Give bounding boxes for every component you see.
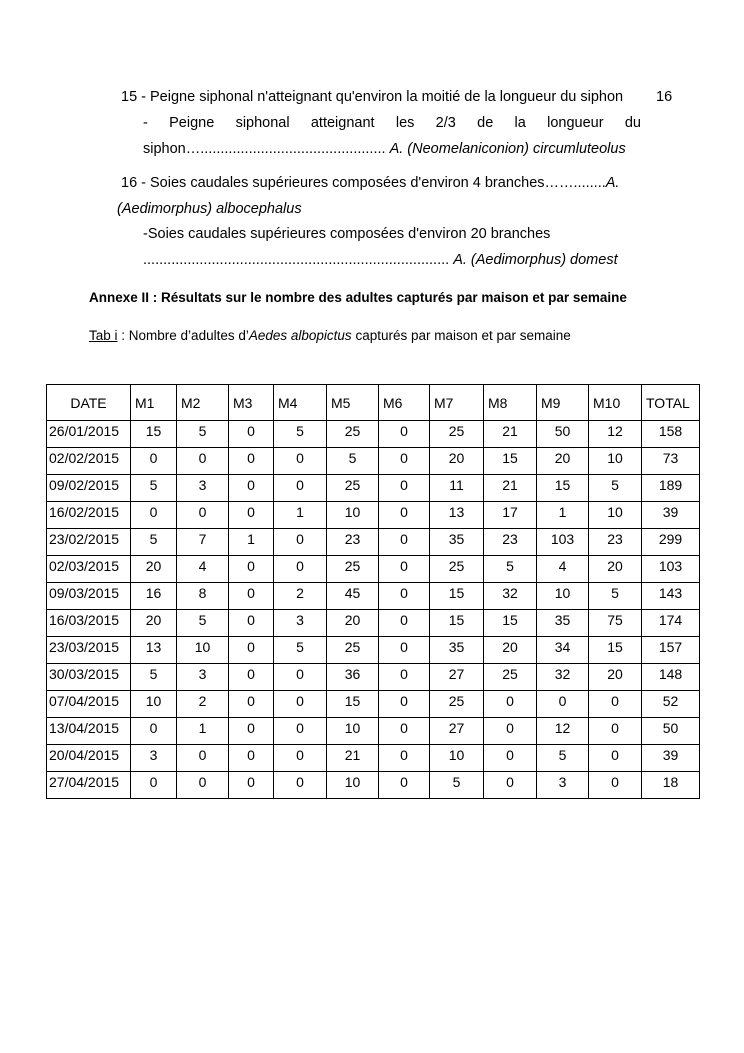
- date-cell: 16/03/2015: [47, 610, 131, 637]
- total-cell: 158: [642, 421, 700, 448]
- count-cell: 0: [484, 718, 537, 745]
- column-header: M4: [274, 385, 327, 421]
- date-cell: 23/03/2015: [47, 637, 131, 664]
- count-cell: 0: [131, 772, 177, 799]
- count-cell: 0: [379, 745, 430, 772]
- count-cell: 0: [274, 448, 327, 475]
- column-header: TOTAL: [642, 385, 700, 421]
- count-cell: 12: [537, 718, 589, 745]
- count-cell: 10: [131, 691, 177, 718]
- count-cell: 45: [327, 583, 379, 610]
- date-cell: 13/04/2015: [47, 718, 131, 745]
- count-cell: 0: [274, 718, 327, 745]
- count-cell: 13: [430, 502, 484, 529]
- annex-title: Annexe II : Résultats sur le nombre des adultes capturés par maison et par semaine: [89, 290, 627, 305]
- column-header: M5: [327, 385, 379, 421]
- count-cell: 0: [379, 529, 430, 556]
- key-item-15: 15 - Peigne siphonal n'atteignant qu'environ la moitié de la longueur du siphon: [121, 89, 624, 105]
- count-cell: 20: [131, 556, 177, 583]
- count-cell: 25: [430, 691, 484, 718]
- key-item-16-line1: 16 - Soies caudales supérieures composées d'environ 4 branches……........A.: [121, 175, 620, 191]
- table-row: [47, 502, 700, 529]
- column-header: M2: [177, 385, 229, 421]
- date-cell: 23/02/2015: [47, 529, 131, 556]
- count-cell: 0: [229, 448, 274, 475]
- count-cell: 1: [274, 502, 327, 529]
- table-row: [47, 718, 700, 745]
- date-cell: 16/02/2015: [47, 502, 131, 529]
- count-cell: 5: [177, 421, 229, 448]
- count-cell: 5: [327, 448, 379, 475]
- key-word: la: [514, 115, 526, 131]
- key-word: les: [395, 115, 415, 131]
- key-item-15b-line2: siphon….............................................. A. (Neomelaniconion) circumluteolus: [143, 141, 626, 157]
- table-header-row: [47, 385, 700, 421]
- count-cell: 4: [537, 556, 589, 583]
- column-header: M1: [131, 385, 177, 421]
- count-cell: 5: [274, 637, 327, 664]
- count-cell: 7: [177, 529, 229, 556]
- total-cell: 50: [642, 718, 700, 745]
- date-cell: 09/02/2015: [47, 475, 131, 502]
- key-item-16b-line2: ............................................................................ A. (Aedimorphus) domest: [143, 252, 618, 268]
- count-cell: 5: [589, 475, 642, 502]
- count-cell: 0: [379, 502, 430, 529]
- key-word: de: [477, 115, 494, 131]
- count-cell: 5: [484, 556, 537, 583]
- table-row: [47, 772, 700, 799]
- count-cell: 25: [327, 556, 379, 583]
- count-cell: 0: [484, 745, 537, 772]
- count-cell: 75: [589, 610, 642, 637]
- count-cell: 0: [484, 691, 537, 718]
- table-row: [47, 448, 700, 475]
- count-cell: 0: [379, 475, 430, 502]
- count-cell: 20: [131, 610, 177, 637]
- count-cell: 103: [537, 529, 589, 556]
- count-cell: 0: [177, 502, 229, 529]
- count-cell: 3: [177, 664, 229, 691]
- count-cell: 0: [229, 637, 274, 664]
- count-cell: 23: [589, 529, 642, 556]
- count-cell: 0: [229, 583, 274, 610]
- date-cell: 20/04/2015: [47, 745, 131, 772]
- count-cell: 32: [537, 664, 589, 691]
- count-cell: 15: [430, 610, 484, 637]
- total-cell: 148: [642, 664, 700, 691]
- count-cell: 25: [327, 475, 379, 502]
- count-cell: 20: [589, 664, 642, 691]
- count-cell: 50: [537, 421, 589, 448]
- count-cell: 15: [484, 610, 537, 637]
- count-cell: 0: [229, 718, 274, 745]
- count-cell: 27: [430, 664, 484, 691]
- count-cell: 10: [589, 502, 642, 529]
- count-cell: 15: [430, 583, 484, 610]
- table-row: [47, 637, 700, 664]
- total-cell: 39: [642, 745, 700, 772]
- date-cell: 07/04/2015: [47, 691, 131, 718]
- count-cell: 20: [589, 556, 642, 583]
- count-cell: 10: [177, 637, 229, 664]
- count-cell: 10: [537, 583, 589, 610]
- table-row: [47, 556, 700, 583]
- count-cell: 1: [177, 718, 229, 745]
- table-caption: Tab i : Nombre d’adultes d’Aedes albopictus capturés par maison et par semaine: [89, 328, 571, 343]
- table-row: [47, 664, 700, 691]
- count-cell: 15: [537, 475, 589, 502]
- count-cell: 15: [484, 448, 537, 475]
- count-cell: 11: [430, 475, 484, 502]
- count-cell: 5: [131, 664, 177, 691]
- count-cell: 5: [177, 610, 229, 637]
- date-cell: 27/04/2015: [47, 772, 131, 799]
- count-cell: 3: [537, 772, 589, 799]
- count-cell: 10: [430, 745, 484, 772]
- count-cell: 16: [131, 583, 177, 610]
- count-cell: 0: [131, 718, 177, 745]
- count-cell: 0: [379, 583, 430, 610]
- count-cell: 15: [589, 637, 642, 664]
- count-cell: 0: [379, 556, 430, 583]
- count-cell: 3: [274, 610, 327, 637]
- count-cell: 0: [274, 772, 327, 799]
- count-cell: 0: [229, 421, 274, 448]
- key-word: Peigne: [169, 115, 215, 131]
- count-cell: 20: [327, 610, 379, 637]
- total-cell: 39: [642, 502, 700, 529]
- count-cell: 25: [327, 637, 379, 664]
- count-cell: 4: [177, 556, 229, 583]
- total-cell: 73: [642, 448, 700, 475]
- count-cell: 2: [274, 583, 327, 610]
- count-cell: 10: [327, 718, 379, 745]
- key-word: siphonal: [235, 115, 290, 131]
- count-cell: 3: [131, 745, 177, 772]
- count-cell: 0: [274, 664, 327, 691]
- count-cell: 13: [131, 637, 177, 664]
- count-cell: 0: [229, 745, 274, 772]
- count-cell: 0: [274, 475, 327, 502]
- column-header: M6: [379, 385, 430, 421]
- count-cell: 0: [589, 772, 642, 799]
- key-word: du: [624, 115, 641, 131]
- count-cell: 35: [537, 610, 589, 637]
- column-header: M3: [229, 385, 274, 421]
- table-row: [47, 583, 700, 610]
- count-cell: 5: [274, 421, 327, 448]
- count-cell: 0: [229, 502, 274, 529]
- table-row: [47, 529, 700, 556]
- count-cell: 0: [229, 664, 274, 691]
- date-cell: 30/03/2015: [47, 664, 131, 691]
- count-cell: 0: [484, 772, 537, 799]
- count-cell: 15: [131, 421, 177, 448]
- count-cell: 0: [177, 772, 229, 799]
- count-cell: 0: [589, 691, 642, 718]
- count-cell: 0: [537, 691, 589, 718]
- table-row: [47, 745, 700, 772]
- count-cell: 5: [589, 583, 642, 610]
- count-cell: 0: [589, 718, 642, 745]
- total-cell: 189: [642, 475, 700, 502]
- count-cell: 5: [131, 529, 177, 556]
- count-cell: 25: [430, 421, 484, 448]
- count-cell: 10: [589, 448, 642, 475]
- table-row: [47, 610, 700, 637]
- count-cell: 5: [430, 772, 484, 799]
- total-cell: 18: [642, 772, 700, 799]
- table-row: [47, 475, 700, 502]
- column-header: M8: [484, 385, 537, 421]
- count-cell: 34: [537, 637, 589, 664]
- count-cell: 1: [537, 502, 589, 529]
- date-cell: 02/02/2015: [47, 448, 131, 475]
- count-cell: 10: [327, 502, 379, 529]
- count-cell: 25: [327, 421, 379, 448]
- key-word: -: [143, 115, 148, 131]
- count-cell: 20: [430, 448, 484, 475]
- count-cell: 10: [327, 772, 379, 799]
- count-cell: 27: [430, 718, 484, 745]
- count-cell: 1: [229, 529, 274, 556]
- count-cell: 21: [484, 421, 537, 448]
- column-header: DATE: [47, 385, 131, 421]
- key-item-16-line2: [117, 201, 302, 217]
- key-word: 2/3: [435, 115, 456, 131]
- count-cell: 2: [177, 691, 229, 718]
- count-cell: 32: [484, 583, 537, 610]
- date-cell: 02/03/2015: [47, 556, 131, 583]
- count-cell: 21: [327, 745, 379, 772]
- count-cell: 8: [177, 583, 229, 610]
- date-cell: 09/03/2015: [47, 583, 131, 610]
- count-cell: 0: [131, 502, 177, 529]
- count-cell: 0: [274, 745, 327, 772]
- column-header: M7: [430, 385, 484, 421]
- date-cell: 26/01/2015: [47, 421, 131, 448]
- count-cell: 0: [229, 772, 274, 799]
- count-cell: 20: [484, 637, 537, 664]
- table-row: [47, 421, 700, 448]
- capture-table: [46, 384, 700, 799]
- count-cell: 25: [430, 556, 484, 583]
- species-name: A. (Neomelaniconion) circumluteolus: [389, 141, 626, 157]
- count-cell: 21: [484, 475, 537, 502]
- count-cell: 0: [379, 664, 430, 691]
- count-cell: 35: [430, 529, 484, 556]
- species-name: A.: [605, 175, 620, 191]
- count-cell: 0: [379, 772, 430, 799]
- count-cell: 0: [229, 475, 274, 502]
- total-cell: 52: [642, 691, 700, 718]
- total-cell: 103: [642, 556, 700, 583]
- count-cell: 0: [229, 610, 274, 637]
- count-cell: 0: [379, 718, 430, 745]
- species-name: A. (Aedimorphus) domest: [453, 252, 618, 268]
- key-word: atteignant: [310, 115, 375, 131]
- key-item-16b-line1: -Soies caudales supérieures composées d'environ 20 branches: [143, 226, 551, 242]
- total-cell: 299: [642, 529, 700, 556]
- count-cell: 20: [537, 448, 589, 475]
- count-cell: 0: [379, 637, 430, 664]
- count-cell: 0: [131, 448, 177, 475]
- count-cell: 5: [537, 745, 589, 772]
- count-cell: 0: [274, 556, 327, 583]
- key-item-15-ref: 16: [656, 89, 673, 105]
- count-cell: 0: [274, 529, 327, 556]
- count-cell: 35: [430, 637, 484, 664]
- count-cell: 0: [379, 691, 430, 718]
- count-cell: 0: [229, 556, 274, 583]
- total-cell: 174: [642, 610, 700, 637]
- count-cell: 23: [484, 529, 537, 556]
- species-name: Aedes albopictus: [248, 328, 352, 343]
- column-header: M9: [537, 385, 589, 421]
- count-cell: 25: [484, 664, 537, 691]
- table-label: Tab i: [89, 328, 118, 343]
- key-item-15b-line1: [143, 115, 641, 131]
- count-cell: 0: [177, 745, 229, 772]
- count-cell: 0: [229, 691, 274, 718]
- total-cell: 157: [642, 637, 700, 664]
- count-cell: 17: [484, 502, 537, 529]
- count-cell: 0: [274, 691, 327, 718]
- total-cell: 143: [642, 583, 700, 610]
- count-cell: 23: [327, 529, 379, 556]
- count-cell: 0: [379, 610, 430, 637]
- table-row: [47, 691, 700, 718]
- count-cell: 0: [589, 745, 642, 772]
- count-cell: 0: [379, 448, 430, 475]
- count-cell: 0: [379, 421, 430, 448]
- count-cell: 15: [327, 691, 379, 718]
- count-cell: 12: [589, 421, 642, 448]
- key-word: longueur: [547, 115, 604, 131]
- column-header: M10: [589, 385, 642, 421]
- count-cell: 5: [131, 475, 177, 502]
- species-name: (Aedimorphus) albocephalus: [117, 201, 302, 217]
- count-cell: 36: [327, 664, 379, 691]
- count-cell: 3: [177, 475, 229, 502]
- count-cell: 0: [177, 448, 229, 475]
